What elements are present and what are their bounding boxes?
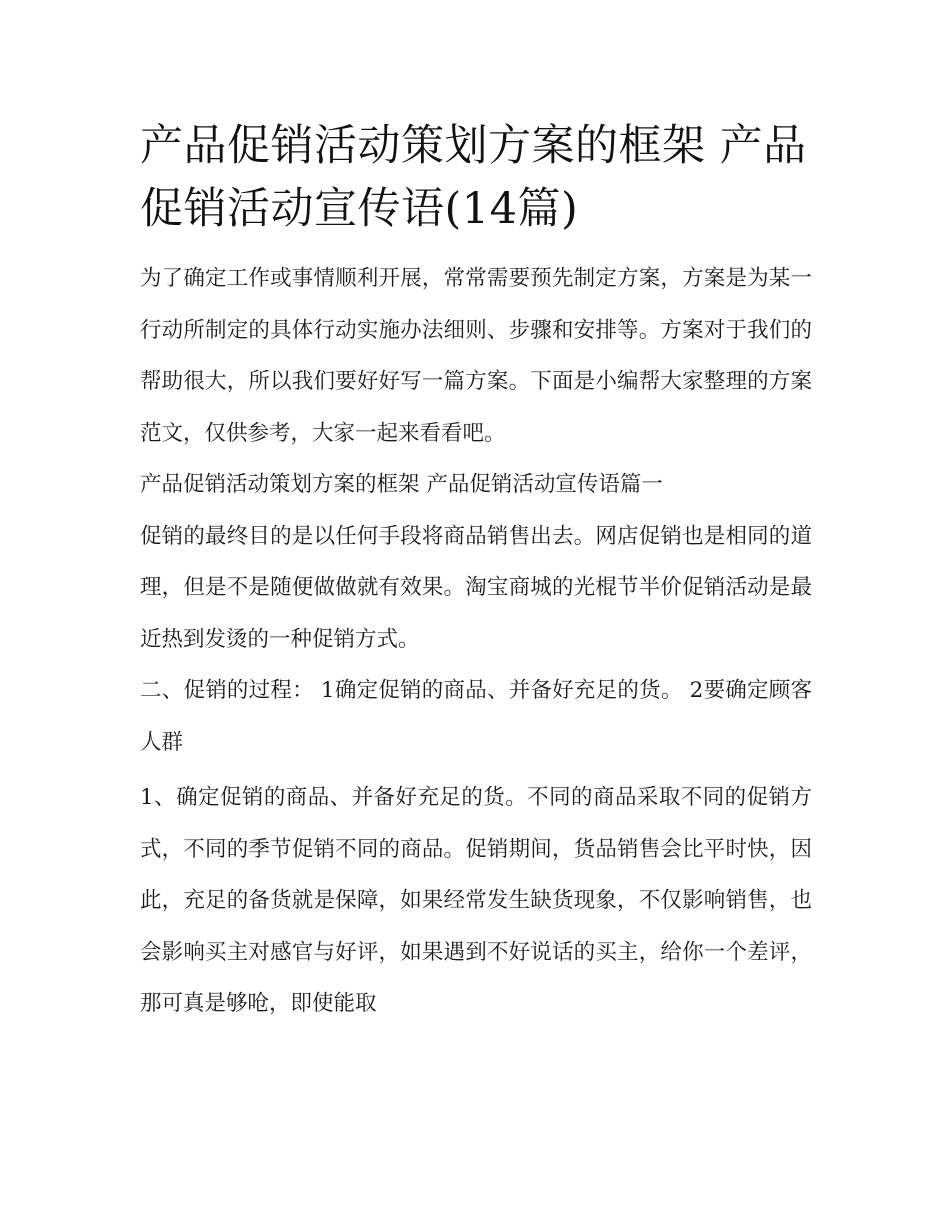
- promotion-process-paragraph: 二、促销的过程： 1确定促销的商品、并备好充足的货。 2要确定顾客人群: [140, 678, 812, 755]
- document-page: [140, 115, 812, 1030]
- document-title: 产品促销活动策划方案的框架 产品促销活动宣传语(14篇): [140, 121, 807, 234]
- intro-paragraph: 为了确定工作或事情顺利开展，常常需要预先制定方案，方案是为某一行动所制定的具体行动实施办法细则、步骤和安排等。方案对于我们的帮助很大，所以我们要好好写一篇方案。下面是小编帮大家整理的方案范文，仅供参考，大家一起来看看吧。: [140, 266, 812, 446]
- product-selection-paragraph: 1、确定促销的商品、并备好充足的货。不同的商品采取不同的促销方式，不同的季节促销不同的商品。促销期间，货品销售会比平时快，因此，充足的备货就是保障，如果经常发生缺货现象，不仅影响销售，也会影响买主对感官与好评，如果遇到不好说话的买主，给你一个差评，那可真是够呛，即使能取: [140, 785, 812, 1016]
- promotion-goal-paragraph: 促销的最终目的是以任何手段将商品销售出去。网店促销也是相同的道理，但是不是随便做做就有效果。淘宝商城的光棍节半价促销活动是最近热到发烫的一种促销方式。: [140, 523, 812, 652]
- section-heading-paragraph: 产品促销活动策划方案的框架 产品促销活动宣传语篇一: [140, 472, 663, 497]
